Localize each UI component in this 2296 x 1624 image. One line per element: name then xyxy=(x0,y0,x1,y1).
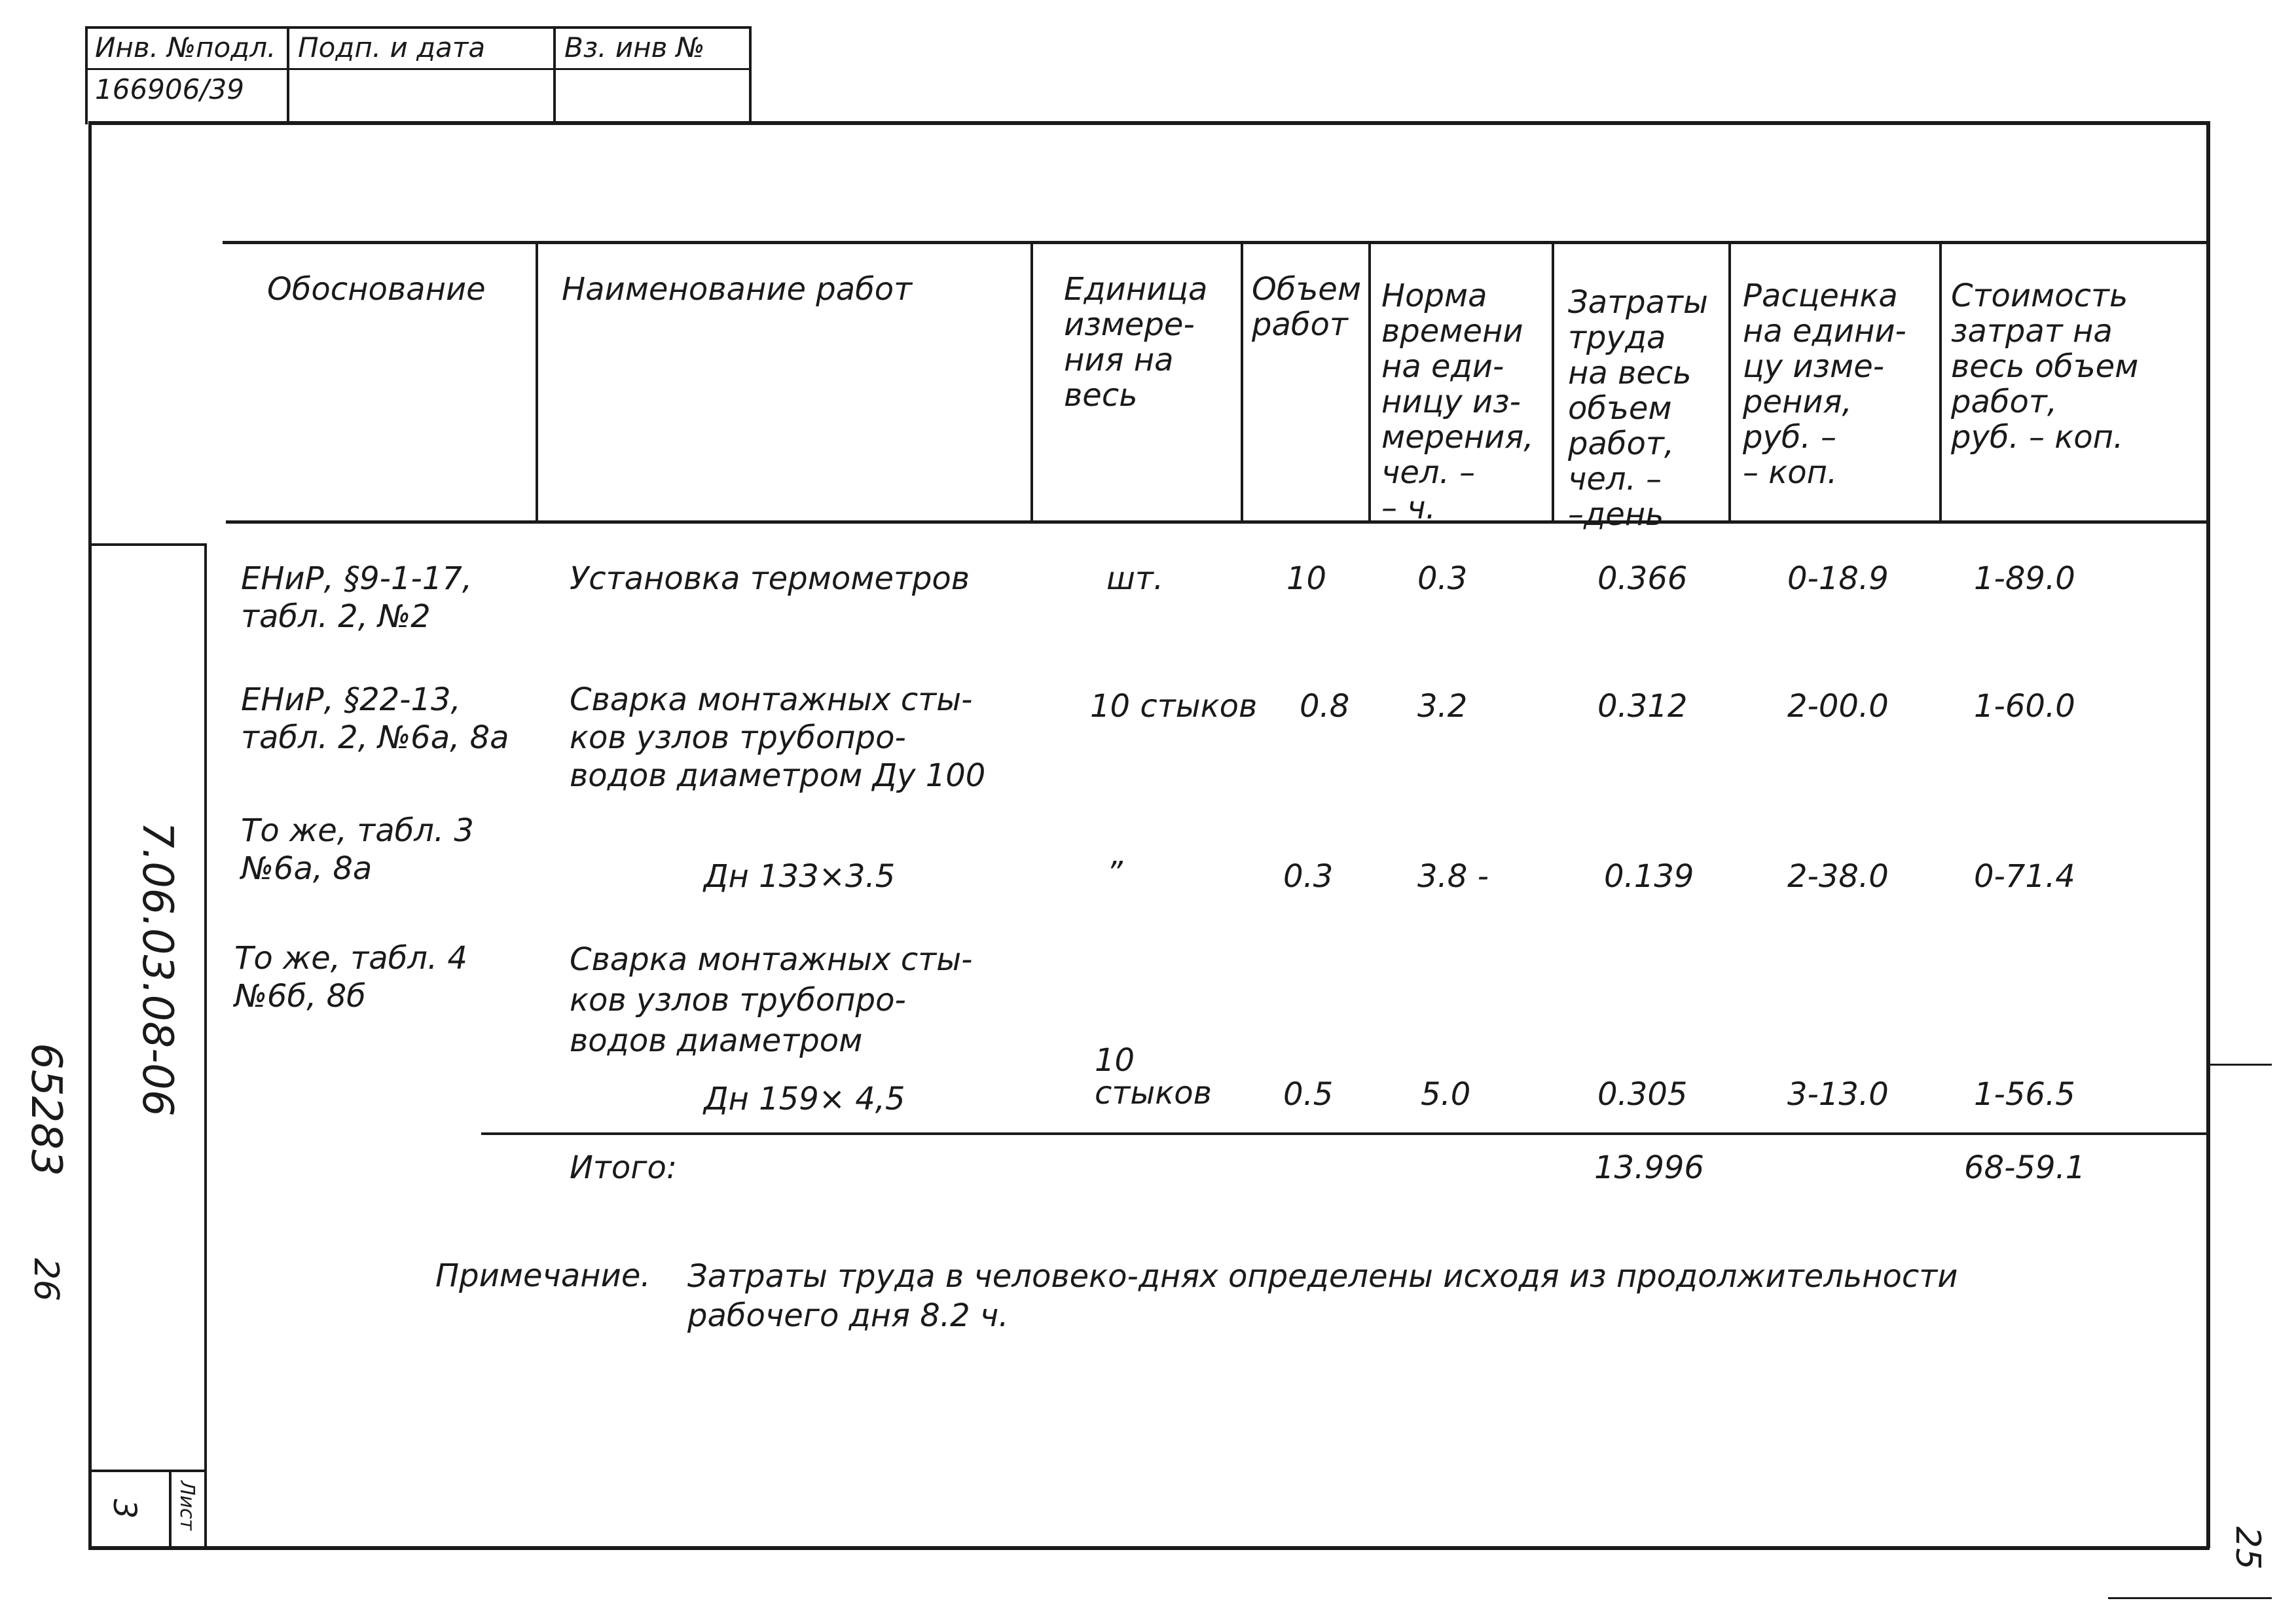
row-total-cost: 1-89.0 xyxy=(1974,560,2075,597)
row-volume: 0.5 xyxy=(1283,1076,1334,1113)
header-volume: Объем работ xyxy=(1252,271,1362,343)
row-unit: 10 стыков xyxy=(1095,1042,1212,1111)
frame-left xyxy=(88,121,92,1548)
row-unit: 10 стыков xyxy=(1090,688,1258,725)
total-cost: 68-59.1 xyxy=(1964,1149,2086,1186)
row-labor-cost: 0.366 xyxy=(1597,560,1688,597)
note-text: Затраты труда в человеко-днях определены исходя из продолжительности рабочего дня 8.2 ч. xyxy=(687,1258,1958,1334)
row-volume: 0.8 xyxy=(1300,688,1350,725)
row-time-norm: 3.2 xyxy=(1417,688,1468,725)
sheet-number: 3 xyxy=(106,1498,143,1519)
row-unit: ” xyxy=(1106,855,1123,892)
header-time-norm: Норма времени на еди- ницу из- мерения, чел. – – ч. xyxy=(1381,278,1534,526)
header-labor-cost: Затраты труда на весь объем работ, чел. – –день xyxy=(1568,284,1708,533)
row-basis: То же, табл. 4 №6б, 8б xyxy=(234,940,467,1015)
row-work-name: Сварка монтажных сты- ков узлов трубопро- водов диаметром Ду 100 xyxy=(570,681,986,794)
sheet-label: Лист xyxy=(175,1480,198,1531)
row-basis: ЕНиР, §9-1-17, табл. 2, №2 xyxy=(241,560,473,635)
row-work-name: Установка термометров xyxy=(570,560,970,597)
row-time-norm: 0.3 xyxy=(1417,560,1468,597)
row-total-cost: 0-71.4 xyxy=(1974,858,2075,895)
header-unit-rate: Расценка на едини- цу изме- рения, руб. – – коп. xyxy=(1743,278,1906,491)
row-labor-cost: 0.305 xyxy=(1597,1076,1688,1113)
row-total-cost: 1-56.5 xyxy=(1974,1076,2075,1113)
row-unit-rate: 2-38.0 xyxy=(1787,858,1889,895)
total-label: Итого: xyxy=(570,1149,677,1186)
stamp-label-inventory: Инв. №подл. xyxy=(95,31,276,63)
header-work-name: Наименование работ xyxy=(562,271,913,308)
stamp-label-replace-inventory: Вз. инв № xyxy=(564,31,705,63)
row-total-cost: 1-60.0 xyxy=(1974,688,2075,725)
row-volume: 0.3 xyxy=(1283,858,1334,895)
row-basis: ЕНиР, §22-13, табл. 2, №6а, 8а xyxy=(241,681,509,756)
row-unit-rate: 3-13.0 xyxy=(1787,1076,1889,1113)
table-total-line xyxy=(481,1132,2210,1135)
stamp-label-signature-date: Подп. и дата xyxy=(298,31,486,63)
row-labor-cost: 0.139 xyxy=(1604,858,1694,895)
row-work-name: Дн 133×3.5 xyxy=(704,858,896,895)
row-work-name-size: Дн 159× 4,5 xyxy=(704,1081,905,1117)
note-label: Примечание. xyxy=(435,1257,651,1294)
row-time-norm: 5.0 xyxy=(1421,1076,1471,1113)
table-header-bottom-line xyxy=(226,520,2210,524)
frame-bottom xyxy=(88,1546,2210,1550)
header-unit: Единица измере- ния на весь xyxy=(1064,271,1208,414)
document-code: 7.06.03.08-06 xyxy=(133,821,181,1117)
total-labor-cost: 13.996 xyxy=(1594,1149,1704,1186)
row-labor-cost: 0.312 xyxy=(1597,688,1688,725)
frame-right xyxy=(2206,121,2210,1548)
row-volume: 10 xyxy=(1286,560,1327,597)
header-basis: Обоснование xyxy=(267,271,486,308)
stamp-value-inventory: 166906/39 xyxy=(95,73,244,105)
header-total-cost: Стоимость затрат на весь объем работ, руб. – коп. xyxy=(1951,278,2139,456)
row-basis: То же, табл. 3 №6а, 8а xyxy=(241,812,474,887)
page-number: 25 xyxy=(2228,1526,2267,1570)
archive-number: 65283 xyxy=(22,1043,70,1176)
row-unit: шт. xyxy=(1106,560,1164,597)
row-time-norm: 3.8 - xyxy=(1417,858,1489,895)
archive-sub-number: 26 xyxy=(26,1257,65,1302)
row-unit-rate: 0-18.9 xyxy=(1787,560,1889,597)
row-unit-rate: 2-00.0 xyxy=(1787,688,1889,725)
table-top-line xyxy=(223,241,2210,244)
row-work-name: Сварка монтажных сты- ков узлов трубопро- водов диаметром xyxy=(570,941,973,1059)
frame-top xyxy=(88,121,2210,125)
